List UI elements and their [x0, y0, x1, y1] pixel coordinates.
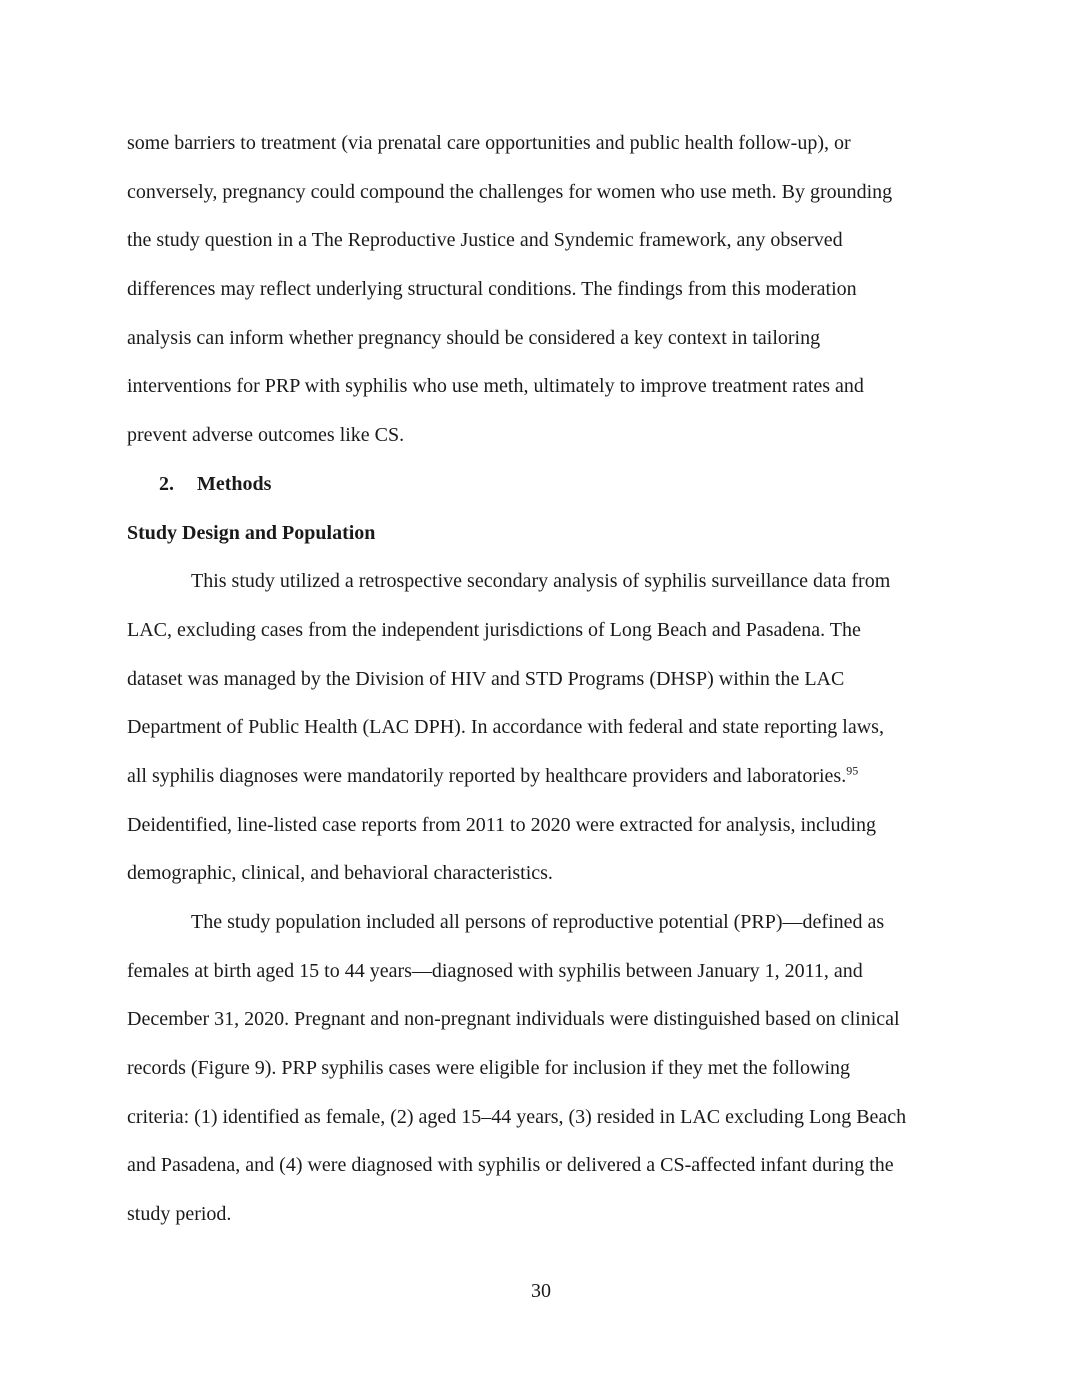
citation-superscript: 95	[846, 763, 859, 778]
text-line: demographic, clinical, and behavioral characteristics.	[127, 862, 553, 885]
text-line: conversely, pregnancy could compound the challenges for women who use meth. By grounding	[127, 180, 893, 203]
text-line: records (Figure 9). PRP syphilis cases were eligible for inclusion if they met the following	[127, 1057, 851, 1080]
text-line: interventions for PRP with syphilis who use meth, ultimately to improve treatment rates and	[127, 375, 864, 398]
text-line: The study population included all persons of reproductive potential (PRP)—defined as	[191, 911, 885, 933]
text-line: and Pasadena, and (4) were diagnosed with syphilis or delivered a CS-affected infant during the	[127, 1154, 894, 1177]
page-body	[127, 119, 957, 1239]
text-line: the study question in a The Reproductive Justice and Syndemic framework, any observed	[127, 229, 843, 252]
text-line: females at birth aged 15 to 44 years—diagnosed with syphilis between January 1, 2011, and	[127, 959, 863, 982]
text-line: some barriers to treatment (via prenatal care opportunities and public health follow-up), or	[127, 132, 851, 154]
study-population-paragraph	[127, 898, 957, 1239]
text-line: dataset was managed by the Division of HIV and STD Programs (DHSP) within the LAC	[127, 667, 845, 690]
study-design-paragraph	[127, 557, 957, 898]
subsection-heading: Study Design and Population	[127, 521, 376, 544]
text-line: Department of Public Health (LAC DPH). In accordance with federal and state reporting laws,	[127, 716, 884, 739]
text-line: analysis can inform whether pregnancy should be considered a key context in tailoring	[127, 326, 821, 349]
text-line: prevent adverse outcomes like CS.	[127, 424, 405, 447]
text-line: December 31, 2020. Pregnant and non-pregnant individuals were distinguished based on clinical	[127, 1008, 900, 1031]
text-line: Deidentified, line-listed case reports from 2011 to 2020 were extracted for analysis, including	[127, 813, 877, 836]
section-number: 2.	[159, 472, 174, 495]
text-line: LAC, excluding cases from the independent jurisdictions of Long Beach and Pasadena. The	[127, 618, 861, 641]
section-title: Methods	[197, 472, 272, 495]
text-line: This study utilized a retrospective secondary analysis of syphilis surveillance data from	[191, 570, 891, 593]
page-number: 30	[531, 1280, 551, 1302]
text-line-with-citation	[127, 752, 957, 801]
intro-paragraph	[127, 119, 957, 460]
text-line: criteria: (1) identified as female, (2) aged 15–44 years, (3) resided in LAC excluding Long Beach	[127, 1105, 907, 1128]
text-line: all syphilis diagnoses were mandatorily reported by healthcare providers and laboratories.	[127, 764, 847, 787]
text-line: differences may reflect underlying structural conditions. The findings from this moderation	[127, 278, 857, 301]
section-heading-methods	[127, 460, 957, 509]
text-line: study period.	[127, 1203, 232, 1226]
